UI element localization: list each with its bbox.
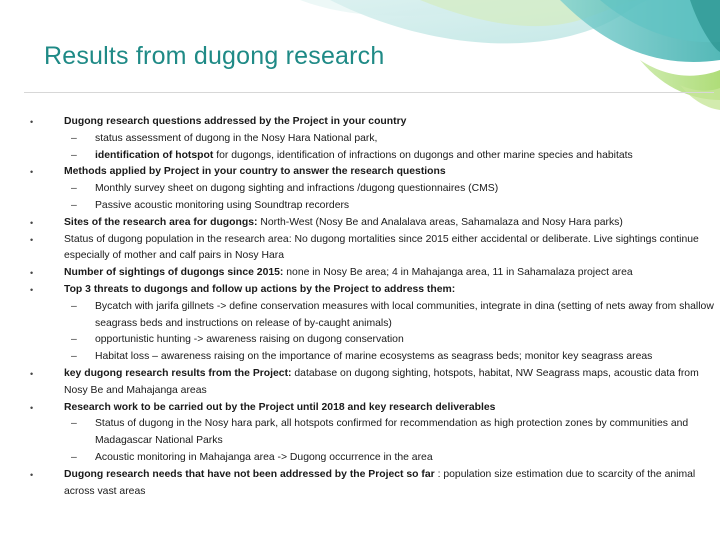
sub-list-item	[24, 349, 714, 366]
sub-list-item	[24, 332, 714, 349]
list-item	[24, 164, 714, 181]
sub-list-item	[24, 148, 714, 165]
bullet-icon: •	[30, 284, 34, 295]
dash-icon: –	[71, 149, 77, 161]
page-title: Results from dugong research	[44, 42, 385, 70]
sub-item-text: Monthly survey sheet on dugong sighting and infractions /dugong questionnaires (CMS)	[95, 183, 499, 195]
list-item-heading: Top 3 threats to dugongs and follow up actions by the Project to address them:	[64, 283, 456, 295]
bullet-list	[24, 114, 714, 500]
sub-list-item	[24, 450, 714, 467]
list-item-text: North-West (Nosy Be and Analalava areas, Sahamalaza and Nosy Hara parks)	[257, 216, 623, 228]
list-item	[24, 114, 714, 131]
dash-icon: –	[71, 199, 77, 211]
sub-item-text: status assessment of dugong in the Nosy Hara National park,	[95, 132, 378, 144]
sub-list-item	[24, 416, 714, 450]
list-item-heading: Dugong research needs that have not been addressed by the Project so far	[64, 468, 435, 480]
bullet-icon: •	[30, 469, 34, 480]
title-divider	[24, 92, 714, 93]
dash-icon: –	[71, 351, 77, 363]
bullet-icon: •	[30, 234, 34, 245]
list-item	[24, 467, 714, 501]
sub-item-text: Passive acoustic monitoring using Soundtrap recorders	[95, 199, 350, 211]
list-item	[24, 215, 714, 232]
dash-icon: –	[71, 132, 77, 144]
list-item-text: database on dugong sighting, hotspots, habitat, NW Seagrass maps, acoustic data from Nosy Be and Mahajanga areas	[64, 367, 699, 396]
list-item	[24, 232, 714, 266]
dash-icon: –	[71, 334, 77, 346]
sub-item-text: Bycatch with jarifa gillnets -> define conservation measures with local communities, integrate in dina (setting of nets away from shallow seagrass beds and instructions on release of by-caught animals)	[95, 300, 714, 329]
bullet-icon: •	[30, 117, 34, 127]
sub-list-item	[24, 131, 714, 148]
list-item	[24, 400, 714, 417]
list-item-text: none in Nosy Be area; 4 in Mahajanga area, 11 in Sahamalaza project area	[283, 267, 633, 279]
list-item	[24, 265, 714, 282]
bullet-icon: •	[30, 268, 34, 279]
sub-item-text: Acoustic monitoring in Mahajanga area -> Dugong occurrence in the area	[95, 451, 433, 463]
list-item-text: Status of dugong population in the research area: No dugong mortalities since 2015 either accidental or deliberate. Live sightings continue especially of mother and calf pairs in Nosy Hara	[64, 233, 699, 262]
dash-icon: –	[71, 418, 77, 430]
sub-item-text: for dugongs, identification of infractions on dugongs and other marine species and habitats	[213, 149, 633, 161]
list-item-heading: Methods applied by Project in your country to answer the research questions	[64, 166, 446, 178]
list-item	[24, 282, 714, 299]
sub-list-item	[24, 198, 714, 215]
list-item-heading: Number of sightings of dugongs since 2015:	[64, 267, 284, 279]
bullet-icon: •	[30, 167, 34, 178]
sub-item-text: Habitat loss – awareness raising on the importance of marine ecosystems as seagrass beds; monitor key seagrass areas	[95, 351, 653, 363]
dash-icon: –	[71, 183, 77, 195]
sub-list-item	[24, 299, 714, 333]
bullet-icon: •	[30, 368, 34, 379]
list-item-text: : population size estimation due to scarcity of the animal across vast areas	[64, 468, 696, 497]
sub-item-text: opportunistic hunting -> awareness raising on dugong conservation	[95, 334, 404, 346]
sub-item-text: Status of dugong in the Nosy hara park, all hotspots confirmed for recommendation as high protection zones by communities and Madagascar National Parks	[95, 418, 689, 447]
dash-icon: –	[71, 451, 77, 463]
list-item-heading: Research work to be carried out by the Project until 2018 and key research deliverables	[64, 401, 496, 413]
list-item-heading: key dugong research results from the Project:	[64, 367, 292, 379]
dash-icon: –	[71, 300, 77, 312]
list-item	[24, 366, 714, 400]
list-item-heading: Dugong research questions addressed by the Project in your country	[64, 116, 407, 127]
bullet-icon: •	[30, 402, 34, 413]
sub-list-item	[24, 181, 714, 198]
list-item-heading: Sites of the research area for dugongs:	[64, 216, 258, 228]
sub-item-heading: identification of hotspot	[95, 149, 214, 161]
bullet-icon: •	[30, 217, 34, 228]
